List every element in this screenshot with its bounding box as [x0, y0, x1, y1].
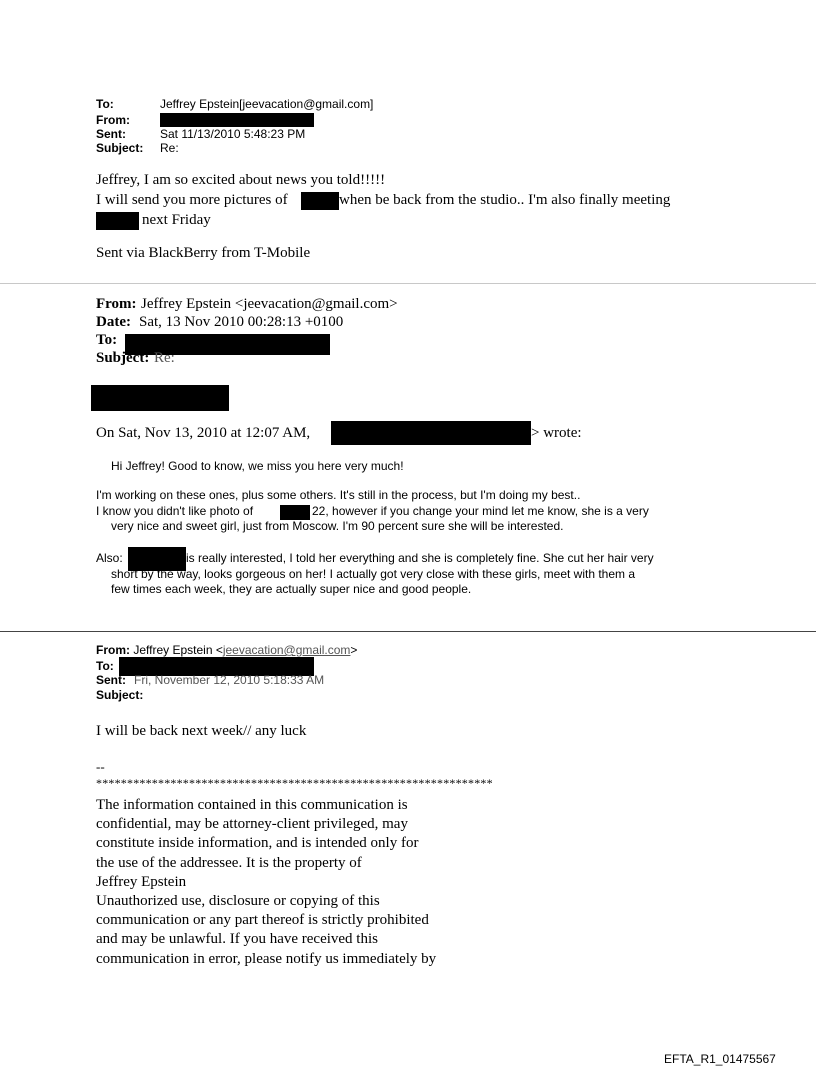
redaction-box [96, 212, 139, 230]
quote-paragraph: 22, however if you change your mind let me know, she is a very [312, 504, 649, 518]
from-label: From: [96, 643, 130, 657]
disclaimer-line: communication or any part thereof is strictly prohibited [96, 912, 429, 929]
disclaimer-line: communication in error, please notify us immediately by [96, 950, 437, 967]
redaction-box [91, 385, 229, 411]
sent-value: Fri, November 12, 2010 5:18:33 AM [134, 673, 325, 687]
quote-paragraph: short by the way, looks gorgeous on her! I actually got very close with these girls, meet with them a [111, 567, 636, 581]
redaction-box [160, 113, 314, 127]
quote-paragraph: Also: [96, 551, 123, 565]
stars-divider: **************************************************************** [96, 776, 493, 790]
quote-paragraph: I know you didn't like photo of [96, 504, 254, 518]
disclaimer-line: confidential, may be attorney-client privileged, may [96, 816, 408, 833]
redaction-box [331, 421, 531, 445]
from-line [96, 643, 357, 657]
quote-paragraph: very nice and sweet girl, just from Moscow. I'm 90 percent sure she will be interested. [111, 519, 564, 533]
disclaimer-line: the use of the addressee. It is the property of [96, 854, 362, 871]
message-text: Jeffrey, I am so excited about news you told!!!!! [96, 172, 386, 188]
quote-intro: > wrote: [531, 425, 582, 441]
to-label: To: [96, 97, 114, 111]
disclaimer-line: Jeffrey Epstein [96, 873, 187, 890]
sent-value: Sat 11/13/2010 5:48:23 PM [160, 127, 306, 141]
disclaimer-line: Unauthorized use, disclosure or copying of this [96, 893, 380, 909]
sent-label: Sent: [96, 673, 126, 687]
document-id: EFTA_R1_01475567 [664, 1052, 776, 1066]
quote-paragraph: Hi Jeffrey! Good to know, we miss you here very much! [111, 459, 404, 473]
subject-label: Subject: [96, 350, 150, 366]
subject-value: Re: [160, 141, 179, 155]
message-text: when be back from the studio.. I'm also finally meeting [339, 192, 671, 208]
from-label: From: [96, 113, 130, 127]
disclaimer-line: The information contained in this communication is [96, 797, 408, 813]
message-text: I will be back next week// any luck [96, 723, 307, 739]
from-close: > [350, 643, 358, 657]
to-label: To: [96, 332, 118, 348]
sent-label: Sent: [96, 127, 126, 141]
email-link[interactable]: jeevacation@gmail.com [222, 643, 351, 657]
message-text: I will send you more pictures of [96, 192, 288, 208]
separator-line [0, 631, 816, 632]
to-label: To: [96, 659, 114, 673]
redaction-box [301, 192, 339, 210]
date-label: Date: [96, 314, 131, 330]
date-value: Sat, 13 Nov 2010 00:28:13 +0100 [139, 314, 344, 330]
message-text: next Friday [142, 212, 211, 228]
quote-intro: On Sat, Nov 13, 2010 at 12:07 AM, [96, 425, 311, 441]
quote-paragraph: few times each week, they are actually super nice and good people. [111, 582, 472, 596]
subject-label: Subject: [96, 688, 144, 702]
subject-value: Re: [154, 350, 175, 366]
disclaimer-line: constitute inside information, and is intended only for [96, 835, 419, 852]
quote-paragraph: I'm working on these ones, plus some others. It's still in the process, but I'm doing my best.. [96, 488, 581, 502]
quote-paragraph: is really interested, I told her everything and she is completely fine. She cut her hair very [186, 551, 654, 565]
disclaimer-line: and may be unlawful. If you have received this [96, 931, 378, 948]
from-value: Jeffrey Epstein <jeevacation@gmail.com> [141, 296, 398, 312]
from-label: From: [96, 296, 137, 312]
dashes: -- [96, 759, 105, 774]
from-name: Jeffrey Epstein < [133, 643, 223, 657]
to-value: Jeffrey Epstein[jeevacation@gmail.com] [160, 97, 374, 111]
separator-line [0, 283, 816, 284]
signature-text: Sent via BlackBerry from T-Mobile [96, 245, 311, 261]
redaction-box [280, 505, 310, 520]
subject-label: Subject: [96, 141, 144, 155]
